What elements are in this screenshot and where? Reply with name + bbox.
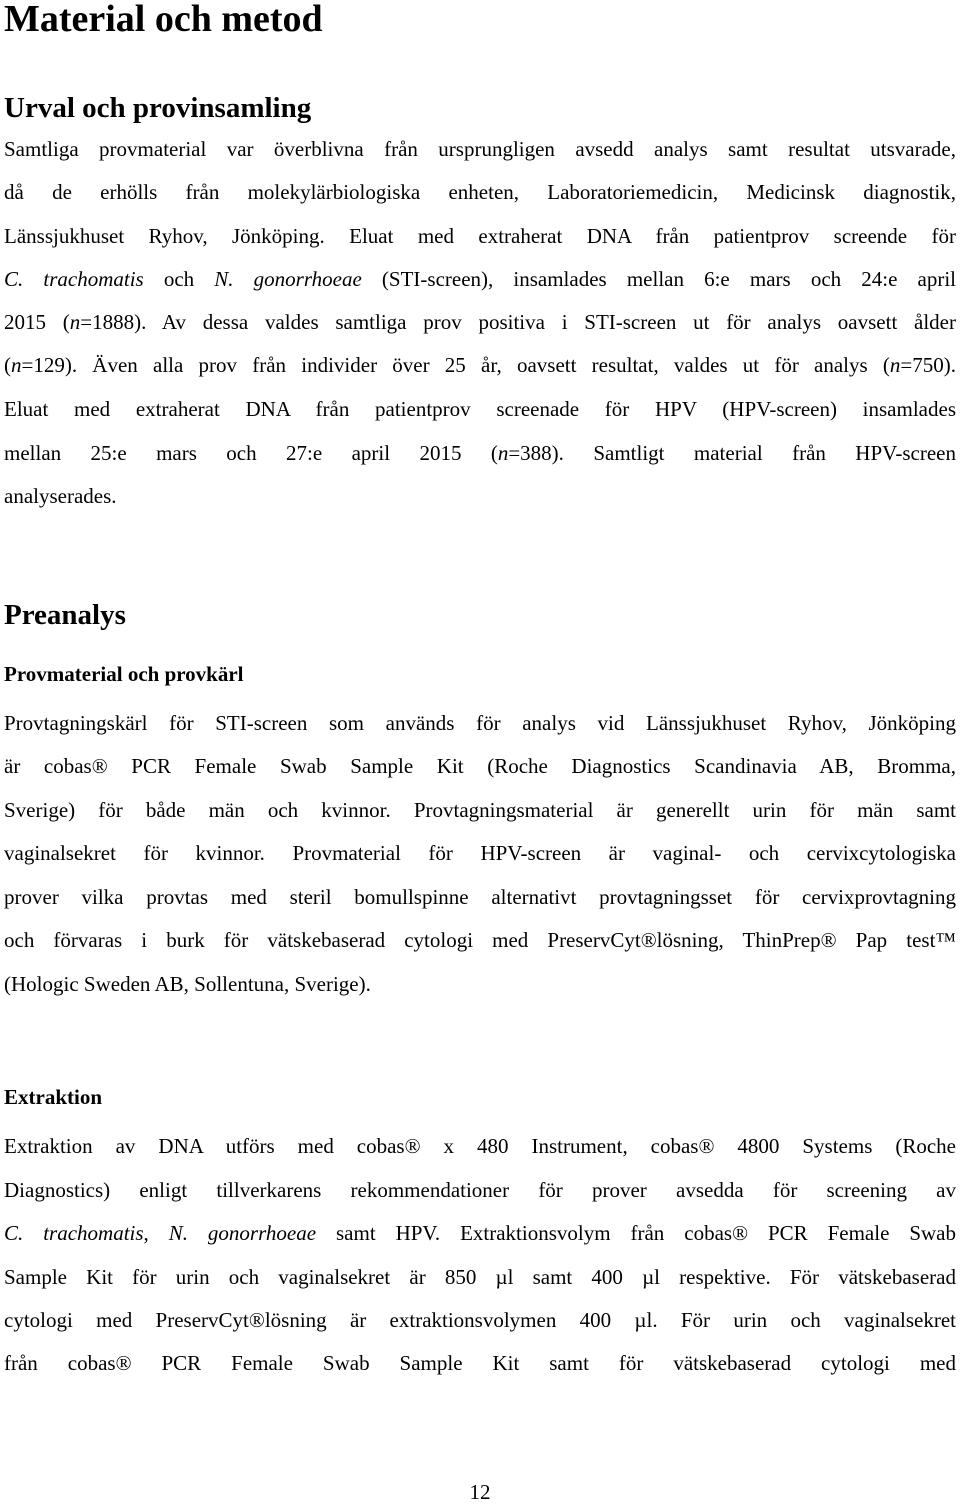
text-line: är cobas® PCR Female Swab Sample Kit (Roche Diagnostics Scandinavia AB, Bromma, <box>4 754 956 778</box>
text-line: Samtliga provmaterial var överblivna från ursprungligen avsedd analys samt resultat utsvarade, <box>4 137 956 161</box>
species-name: N. gonorrhoeae <box>214 267 362 291</box>
page-title: Material och metod <box>4 0 323 40</box>
text-line: Extraktion av DNA utförs med cobas® x 480 Instrument, cobas® 4800 Systems (Roche <box>4 1134 956 1158</box>
subheading-provmaterial: Provmaterial och provkärl <box>4 662 244 686</box>
text-line: Eluat med extraherat DNA från patientprov screenade för HPV (HPV-screen) insamlades <box>4 397 956 421</box>
section-heading-preanalys: Preanalys <box>4 599 126 631</box>
text-line: Provtagningskärl för STI-screen som används för analys vid Länssjukhuset Ryhov, Jönköping <box>4 711 956 735</box>
text-line: mellan 25:e mars och 27:e april 2015 (n=388). Samtligt material från HPV-screen <box>4 441 956 465</box>
text-line: (n=129). Även alla prov från individer över 25 år, oavsett resultat, valdes ut för analys (n=750). <box>4 353 956 377</box>
text-line: Diagnostics) enligt tillverkarens rekommendationer för prover avsedda för screening av <box>4 1178 956 1202</box>
text-line: cytologi med PreservCyt®lösning är extraktionsvolymen 400 µl. För urin och vaginalsekret <box>4 1308 956 1332</box>
text-line: och förvaras i burk för vätskebaserad cytologi med PreservCyt®lösning, ThinPrep® Pap test™ <box>4 928 956 952</box>
text-line: Sample Kit för urin och vaginalsekret är 850 µl samt 400 µl respektive. För vätskebaserad <box>4 1265 956 1289</box>
text-line: (Hologic Sweden AB, Sollentuna, Sverige). <box>4 972 371 996</box>
text-line: C. trachomatis och N. gonorrhoeae (STI-screen), insamlades mellan 6:e mars och 24:e april <box>4 267 957 291</box>
section-heading-urval: Urval och provinsamling <box>4 92 312 124</box>
text-line: prover vilka provtas med steril bomullspinne alternativt provtagningsset för cervixprovtagning <box>4 885 956 909</box>
page-number: 12 <box>469 1480 491 1504</box>
text-line: 2015 (n=1888). Av dessa valdes samtliga prov positiva i STI-screen ut för analys oavsett ålder <box>4 310 956 334</box>
text-line: C. trachomatis, N. gonorrhoeae samt HPV. Extraktionsvolym från cobas® PCR Female Swab <box>4 1221 957 1245</box>
species-name: C. trachomatis <box>4 267 144 291</box>
text-line: Sverige) för både män och kvinnor. Provtagningsmaterial är generellt urin för män samt <box>4 798 956 822</box>
text-line: från cobas® PCR Female Swab Sample Kit samt för vätskebaserad cytologi med <box>4 1351 956 1375</box>
text-line: då de erhölls från molekylärbiologiska enheten, Laboratoriemedicin, Medicinsk diagnostik, <box>4 180 956 204</box>
species-name: C. trachomatis <box>4 1221 144 1245</box>
text-line: analyserades. <box>4 484 117 508</box>
text-line: vaginalsekret för kvinnor. Provmaterial för HPV-screen är vaginal- och cervixcytologiska <box>4 841 956 865</box>
subheading-extraktion: Extraktion <box>4 1085 103 1109</box>
text-line: Länssjukhuset Ryhov, Jönköping. Eluat med extraherat DNA från patientprov screende för <box>4 224 956 248</box>
species-name: N. gonorrhoeae <box>168 1221 317 1245</box>
